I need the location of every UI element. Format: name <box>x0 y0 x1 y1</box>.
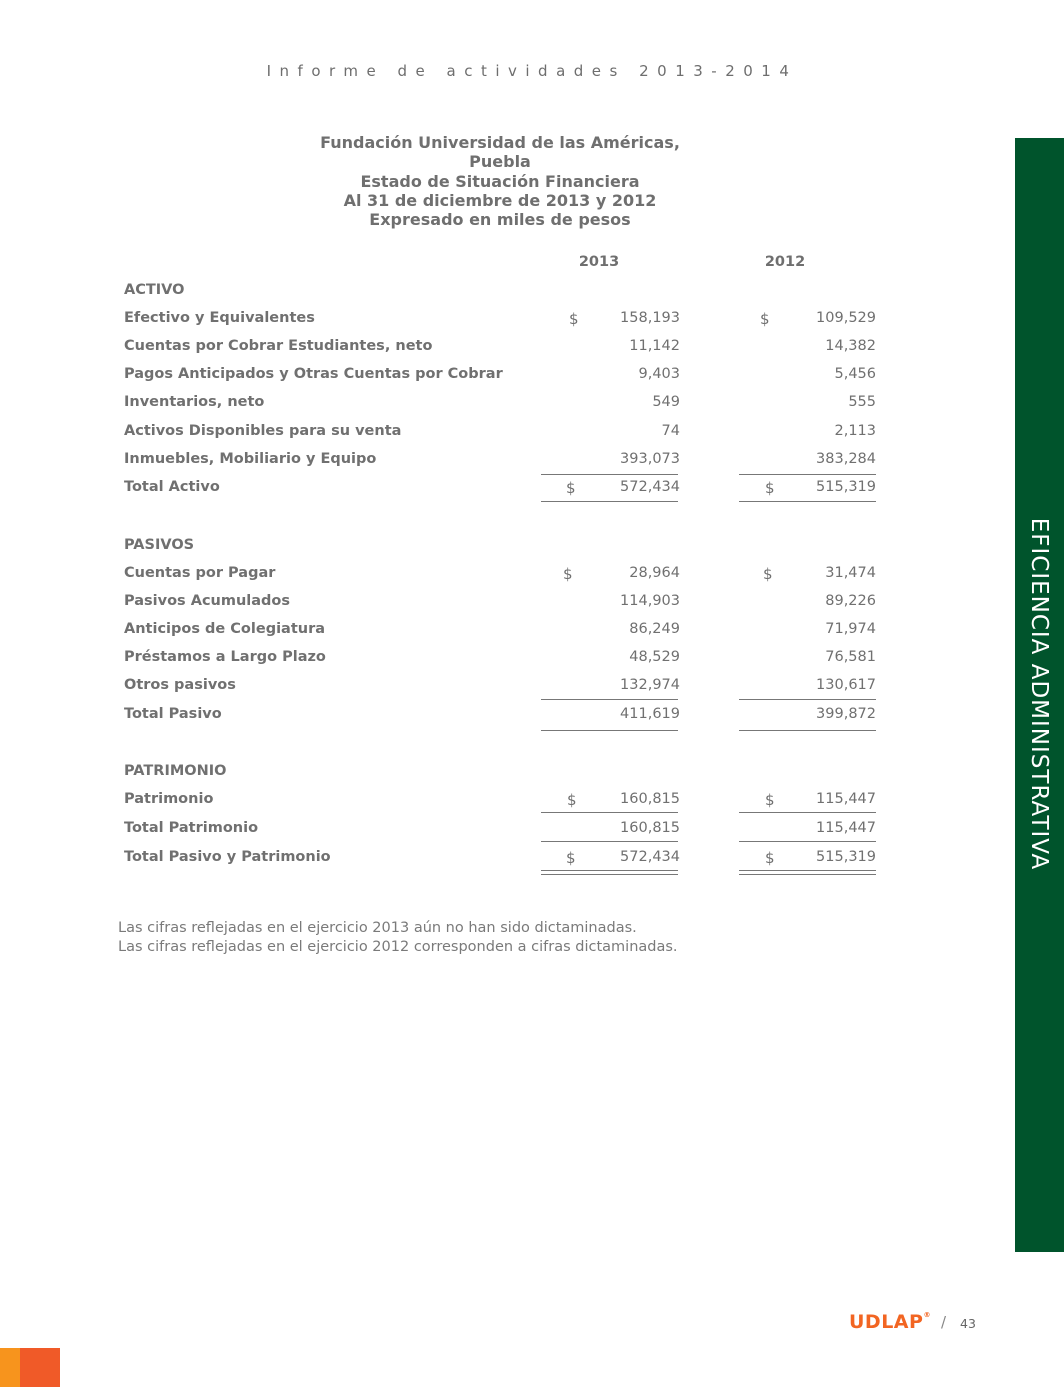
currency-symbol: $ <box>563 565 573 583</box>
udlap-logo <box>849 1311 931 1333</box>
value-2012: 515,319 <box>816 849 876 865</box>
subtotal-rule <box>739 474 876 475</box>
currency-symbol: $ <box>566 849 576 867</box>
statement-title <box>290 133 710 229</box>
subtotal-rule <box>541 474 678 475</box>
footnote-2013: Las cifras reflejadas en el ejercicio 2013 aún no han sido dictaminadas. <box>118 920 637 936</box>
row-label: Total Pasivo <box>124 706 222 722</box>
title-line-date: Al 31 de diciembre de 2013 y 2012 <box>343 190 657 210</box>
value-2013: 132,974 <box>620 677 680 693</box>
row-label: Inmuebles, Mobiliario y Equipo <box>124 451 377 467</box>
row-label: Total Pasivo y Patrimonio <box>124 849 331 865</box>
value-2012: 115,447 <box>816 820 876 836</box>
value-2013: 160,815 <box>620 820 680 836</box>
value-2013: 160,815 <box>620 791 680 807</box>
total-rule <box>739 501 876 502</box>
row-label: Pasivos Acumulados <box>124 593 291 609</box>
double-total-rule <box>739 874 876 875</box>
value-2012: 76,581 <box>825 649 876 665</box>
row-label: Cuentas por Pagar <box>124 565 276 581</box>
subtotal-rule <box>739 841 876 842</box>
total-rule <box>541 730 678 731</box>
value-2013: 393,073 <box>620 451 680 467</box>
value-2012: 109,529 <box>816 310 876 326</box>
column-header-2013: 2013 <box>578 254 620 270</box>
value-2012: 555 <box>848 394 876 410</box>
footnote-2012: Las cifras reflejadas en el ejercicio 2012 corresponden a cifras dictaminadas. <box>118 938 678 955</box>
row-label: Efectivo y Equivalentes <box>124 310 315 326</box>
title-line-units: Expresado en miles de pesos <box>369 210 631 230</box>
value-2012: 515,319 <box>816 479 876 495</box>
value-2013: 158,193 <box>620 310 680 326</box>
value-2012: 399,872 <box>816 706 876 722</box>
value-2013: 11,142 <box>629 338 680 354</box>
total-rule <box>541 501 678 502</box>
double-total-rule <box>541 874 678 875</box>
logo-text: UDLAP <box>849 1311 924 1333</box>
value-2013: 114,903 <box>620 593 680 609</box>
section-heading-activo: ACTIVO <box>124 282 185 298</box>
double-total-rule <box>541 870 678 871</box>
row-label: Pagos Anticipados y Otras Cuentas por Cobrar <box>124 366 503 382</box>
row-label: Patrimonio <box>124 791 214 807</box>
subtotal-rule <box>541 699 678 700</box>
registered-mark: ® <box>923 1311 931 1319</box>
currency-symbol: $ <box>765 479 775 497</box>
value-2012: 89,226 <box>825 593 876 609</box>
section-side-tab-label: EFICIENCIA ADMINISTRATIVA <box>1026 517 1052 871</box>
value-2012: 115,447 <box>816 791 876 807</box>
value-2012: 383,284 <box>816 451 876 467</box>
section-heading-patrimonio: PATRIMONIO <box>124 763 227 779</box>
title-line-organization: Fundación Universidad de las Américas, Puebla <box>320 133 680 172</box>
value-2013: 9,403 <box>638 366 680 382</box>
corner-accent-yellow <box>0 1348 20 1387</box>
currency-symbol: $ <box>569 310 579 328</box>
row-label: Inventarios, neto <box>124 394 265 410</box>
currency-symbol: $ <box>765 791 775 809</box>
section-heading-pasivos: PASIVOS <box>124 537 195 553</box>
row-label: Total Patrimonio <box>124 820 259 836</box>
corner-accent-red <box>20 1348 60 1387</box>
page-separator: / <box>941 1313 947 1331</box>
footnotes <box>118 919 678 956</box>
subtotal-rule <box>739 812 876 813</box>
currency-symbol: $ <box>760 310 770 328</box>
subtotal-rule <box>541 812 678 813</box>
currency-symbol: $ <box>765 849 775 867</box>
double-total-rule <box>739 870 876 871</box>
value-2012: 2,113 <box>834 423 876 439</box>
row-label: Activos Disponibles para su venta <box>124 423 402 439</box>
value-2013: 411,619 <box>620 706 680 722</box>
currency-symbol: $ <box>566 479 576 497</box>
value-2012: 31,474 <box>825 565 876 581</box>
currency-symbol: $ <box>763 565 773 583</box>
value-2013: 74 <box>661 423 680 439</box>
subtotal-rule <box>739 699 876 700</box>
value-2012: 14,382 <box>825 338 876 354</box>
row-label: Préstamos a Largo Plazo <box>124 649 326 665</box>
value-2012: 71,974 <box>825 621 876 637</box>
value-2013: 549 <box>652 394 680 410</box>
value-2013: 86,249 <box>629 621 680 637</box>
row-label: Total Activo <box>124 479 220 495</box>
currency-symbol: $ <box>567 791 577 809</box>
column-header-2012: 2012 <box>764 254 806 270</box>
value-2012: 5,456 <box>834 366 876 382</box>
total-rule <box>739 730 876 731</box>
value-2013: 572,434 <box>620 849 680 865</box>
title-line-statement: Estado de Situación Financiera <box>360 171 640 191</box>
row-label: Anticipos de Colegiatura <box>124 621 326 637</box>
value-2012: 130,617 <box>816 677 876 693</box>
running-header: Informe de actividades 2013-2014 <box>266 62 798 80</box>
page-number: 43 <box>960 1316 976 1331</box>
row-label: Cuentas por Cobrar Estudiantes, neto <box>124 338 433 354</box>
row-label: Otros pasivos <box>124 677 236 693</box>
value-2013: 28,964 <box>629 565 680 581</box>
subtotal-rule <box>541 841 678 842</box>
value-2013: 572,434 <box>620 479 680 495</box>
value-2013: 48,529 <box>629 649 680 665</box>
